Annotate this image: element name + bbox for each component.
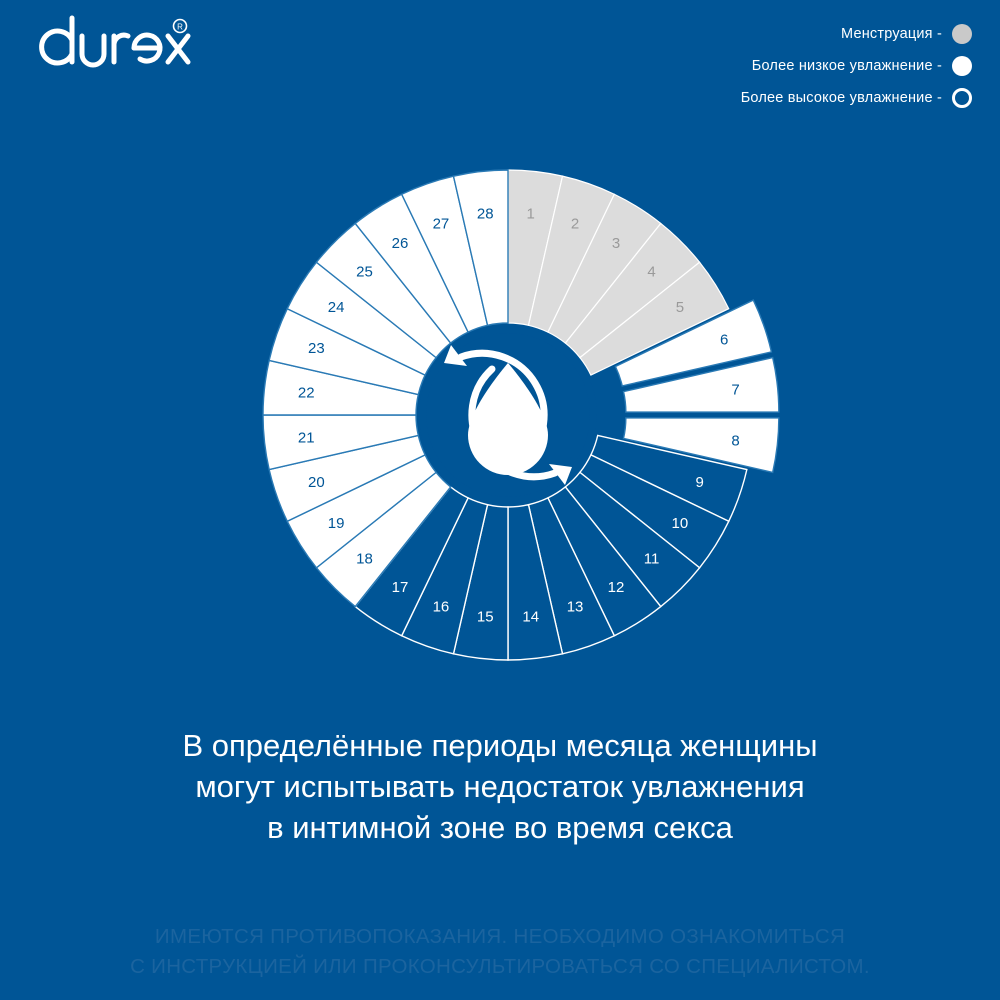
- wheel-day-label-22: 22: [297, 384, 315, 402]
- legend-label: Более низкое увлажнение -: [751, 58, 942, 74]
- legend-label: Менструация -: [841, 26, 942, 42]
- wheel-day-label-21: 21: [297, 429, 315, 447]
- disclaimer: [0, 922, 1000, 982]
- wheel-day-label-28: 28: [476, 205, 494, 223]
- legend-item-lower-lubrication: [752, 56, 972, 76]
- durex-logo: [28, 10, 188, 80]
- wheel-day-label-26: 26: [391, 235, 409, 253]
- wheel-day-label-9: 9: [695, 474, 704, 492]
- wheel-day-label-12: 12: [607, 578, 625, 596]
- legend-swatch-menstruation-icon: [952, 24, 972, 44]
- wheel-day-label-17: 17: [391, 578, 409, 596]
- wheel-day-label-5: 5: [675, 299, 685, 316]
- legend-swatch-lower-icon: [952, 56, 972, 76]
- center-hub: [419, 326, 597, 504]
- wheel-day-label-27: 27: [432, 215, 450, 233]
- wheel-day-label-1: 1: [526, 205, 535, 223]
- wheel-day-label-16: 16: [432, 598, 450, 616]
- legend-item-menstruation: [841, 24, 972, 44]
- wheel-day-label-25: 25: [356, 263, 373, 281]
- wheel-day-label-20: 20: [308, 474, 325, 492]
- caption: [0, 725, 1000, 848]
- wheel-day-label-24: 24: [327, 299, 345, 316]
- wheel-day-label-7: 7: [731, 381, 740, 399]
- caption-line-3: в интимной зоне во время секса: [267, 810, 733, 845]
- caption-line-1: В определённые периоды месяца женщины: [182, 728, 818, 763]
- wheel-day-label-15: 15: [476, 608, 494, 626]
- cycle-wheel-chart: [0, 95, 1000, 695]
- disclaimer-line-1: ИМЕЮТСЯ ПРОТИВОПОКАЗАНИЯ. НЕОБХОДИМО ОЗНАКОМИТЬСЯ: [154, 925, 846, 948]
- legend-label: Более высокое увлажнение -: [740, 90, 942, 106]
- wheel-day-label-11: 11: [643, 550, 660, 568]
- wheel-day-label-2: 2: [570, 215, 580, 233]
- wheel-day-label-8: 8: [731, 432, 740, 450]
- svg-text:R: R: [177, 22, 183, 32]
- wheel-day-label-19: 19: [327, 515, 345, 532]
- wheel-day-label-10: 10: [671, 515, 689, 532]
- wheel-day-label-14: 14: [522, 608, 540, 626]
- wheel-day-label-13: 13: [566, 598, 584, 616]
- disclaimer-line-2: С ИНСТРУКЦИЕЙ ИЛИ ПРОКОНСУЛЬТИРОВАТЬСЯ СО СПЕЦИАЛИСТОМ.: [130, 955, 870, 978]
- wheel-day-label-23: 23: [308, 339, 325, 357]
- wheel-day-label-6: 6: [719, 331, 729, 349]
- wheel-day-label-18: 18: [356, 550, 373, 568]
- wheel-day-label-4: 4: [647, 263, 656, 281]
- wheel-day-label-3: 3: [611, 235, 621, 253]
- caption-line-2: могут испытывать недостаток увлажнения: [195, 769, 805, 804]
